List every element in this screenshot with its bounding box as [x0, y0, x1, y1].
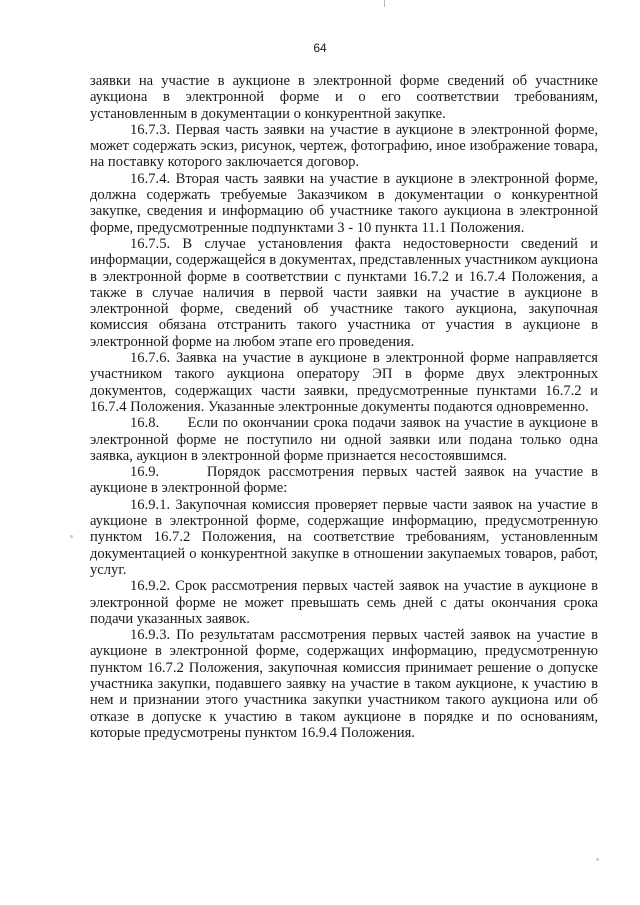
paragraph-16-9-3: 16.9.3. По результатам рассмотрения первых частей заявок на участие в аукционе в электронной форме, содержащих информацию, предусмотренную пунктом 16.7.2 Положения, закупочная комиссия принимает решение о допуске участника закупки, подавшего заявку на участие в таком аукционе, к участию в нем и признании этого участника закупки участником такого аукциона или об отказе в допуске к участию в таком аукционе в порядке и по основаниям, которые предусмотрены пунктом 16.9.4 Положения.: [90, 627, 598, 741]
scan-speck: [596, 858, 599, 861]
paragraph-16-8: 16.8. Если по окончании срока подачи заявок на участие в аукционе в электронной форме не поступило ни одной заявки или подана только одна заявка, аукцион в электронной форме признается несостоявшимся.: [90, 415, 602, 464]
paragraph-16-9: 16.9. Порядок рассмотрения первых частей заявок на участие в аукционе в электронной форме:: [90, 464, 602, 497]
document-body: [90, 73, 602, 741]
scan-edge-mark: [384, 0, 385, 7]
paragraph-16-7-3: 16.7.3. Первая часть заявки на участие в аукционе в электронной форме, может содержать эскиз, рисунок, чертеж, фотографию, иное изображение товара, на поставку которого заключается договор.: [90, 121, 598, 171]
scan-speck: [70, 535, 73, 538]
paragraph-16-9-2: 16.9.2. Срок рассмотрения первых частей заявок на участие в аукционе в электронной форме не может превышать семь дней с даты окончания срока подачи указанных заявок.: [90, 578, 598, 627]
paragraph-16-9-1: 16.9.1. Закупочная комиссия проверяет первые части заявок на участие в аукционе в электронной форме, содержащие информацию, предусмотренную пунктом 16.7.2 Положения, на соответствие требованиям, установленным документацией о конкурентной закупке в отношении закупаемых товаров, работ, услуг.: [90, 496, 598, 578]
paragraph-16-7-4: 16.7.4. Вторая часть заявки на участие в аукционе в электронной форме, должна содержать требуемые Заказчиком в документации о конкурентной закупке, сведения и информацию об участнике такого аукциона в электронной форме, предусмотренные подпунктами 3 - 10 пункта 11.1 Положения.: [90, 170, 598, 236]
paragraph-16-7-5: 16.7.5. В случае установления факта недостоверности сведений и информации, содержащейся в документах, представленных участником аукциона в электронной форме в соответствии с пунктами 16.7.2 и 16.7.4 Положения, а также в случае наличия в первой части заявки на участие в аукционе в электронной форме, сведений об участнике такого аукциона, закупочная комиссия обязана отстранить такого участника от участия в аукционе в электронной форме на любом этапе его проведения.: [90, 235, 598, 350]
paragraph-continuation: заявки на участие в аукционе в электронной форме сведений об участнике аукциона в электронной форме и о его соответствии требованиям, установленным в документации о конкурентной закупке.: [90, 73, 598, 122]
paragraph-16-7-6: 16.7.6. Заявка на участие в аукционе в электронной форме направляется участником такого аукциона оператору ЭП в форме двух электронных документов, содержащих части заявки, предусмотренные пунктами 16.7.2 и 16.7.4 Положения. Указанные электронные документы подаются одновременно.: [90, 350, 598, 415]
page-number: 64: [313, 41, 327, 55]
